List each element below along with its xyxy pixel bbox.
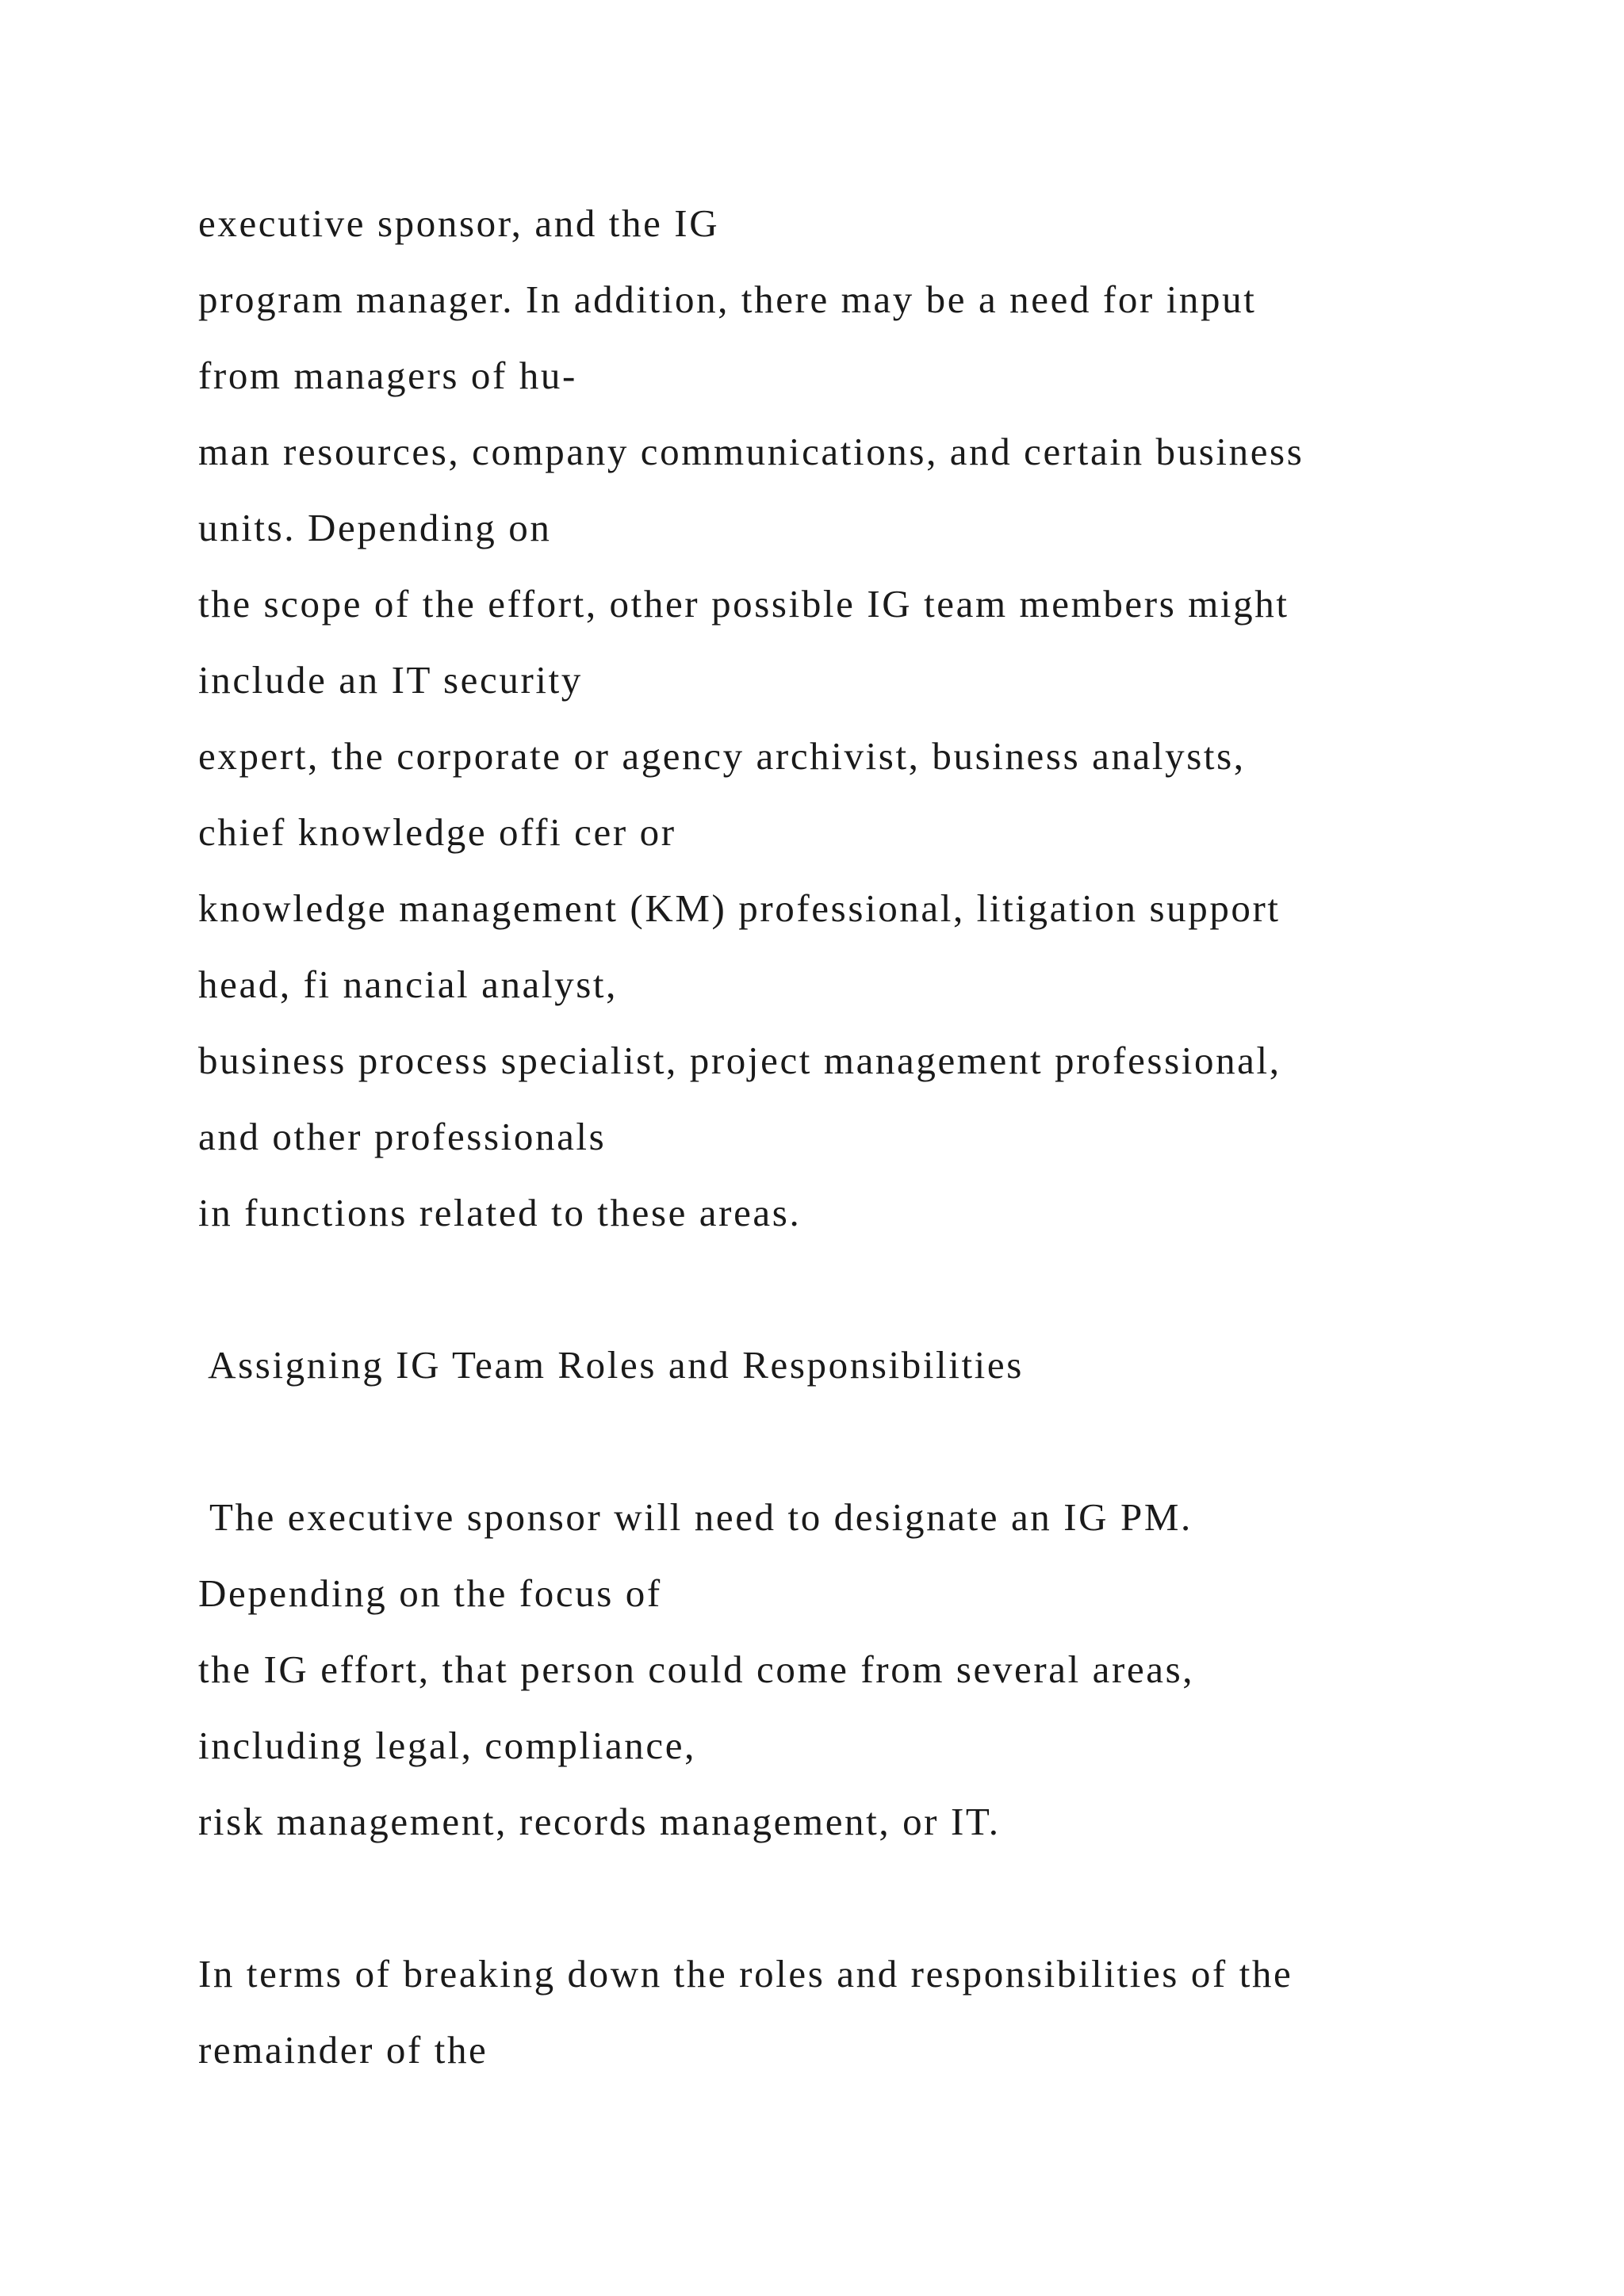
- text-line: and other professionals: [198, 1115, 607, 1158]
- text-line: include an IT security: [198, 658, 583, 702]
- text-line: remainder of the: [198, 2028, 488, 2072]
- text-line: expert, the corporate or agency archivist, business analysts,: [198, 734, 1246, 778]
- text-line: In terms of breaking down the roles and responsibilities of the: [198, 1952, 1293, 1996]
- text-line: knowledge management (KM) professional, litigation support: [198, 886, 1281, 930]
- text-line: units. Depending on: [198, 506, 552, 549]
- text-line: head, fi nancial analyst,: [198, 962, 618, 1006]
- text-line: program manager. In addition, there may be a need for input: [198, 277, 1257, 321]
- text-line: Depending on the focus of: [198, 1571, 662, 1615]
- text-line: from managers of hu-: [198, 354, 577, 397]
- text-line: in functions related to these areas.: [198, 1191, 802, 1234]
- text-line: chief knowledge offi cer or: [198, 810, 676, 854]
- text-line: The executive sponsor will need to designate an IG PM.: [198, 1495, 1193, 1539]
- text-line: business process specialist, project management professional,: [198, 1039, 1281, 1082]
- text-line: the scope of the effort, other possible IG team members might: [198, 582, 1289, 626]
- text-line: including legal, compliance,: [198, 1724, 696, 1767]
- text-line: the IG effort, that person could come from several areas,: [198, 1647, 1195, 1691]
- text-line: risk management, records management, or IT.: [198, 1800, 1001, 1843]
- text-line: executive sponsor, and the IG: [198, 201, 720, 245]
- text-line: man resources, company communications, and certain business: [198, 430, 1304, 473]
- section-heading: Assigning IG Team Roles and Responsibilities: [198, 1343, 1024, 1387]
